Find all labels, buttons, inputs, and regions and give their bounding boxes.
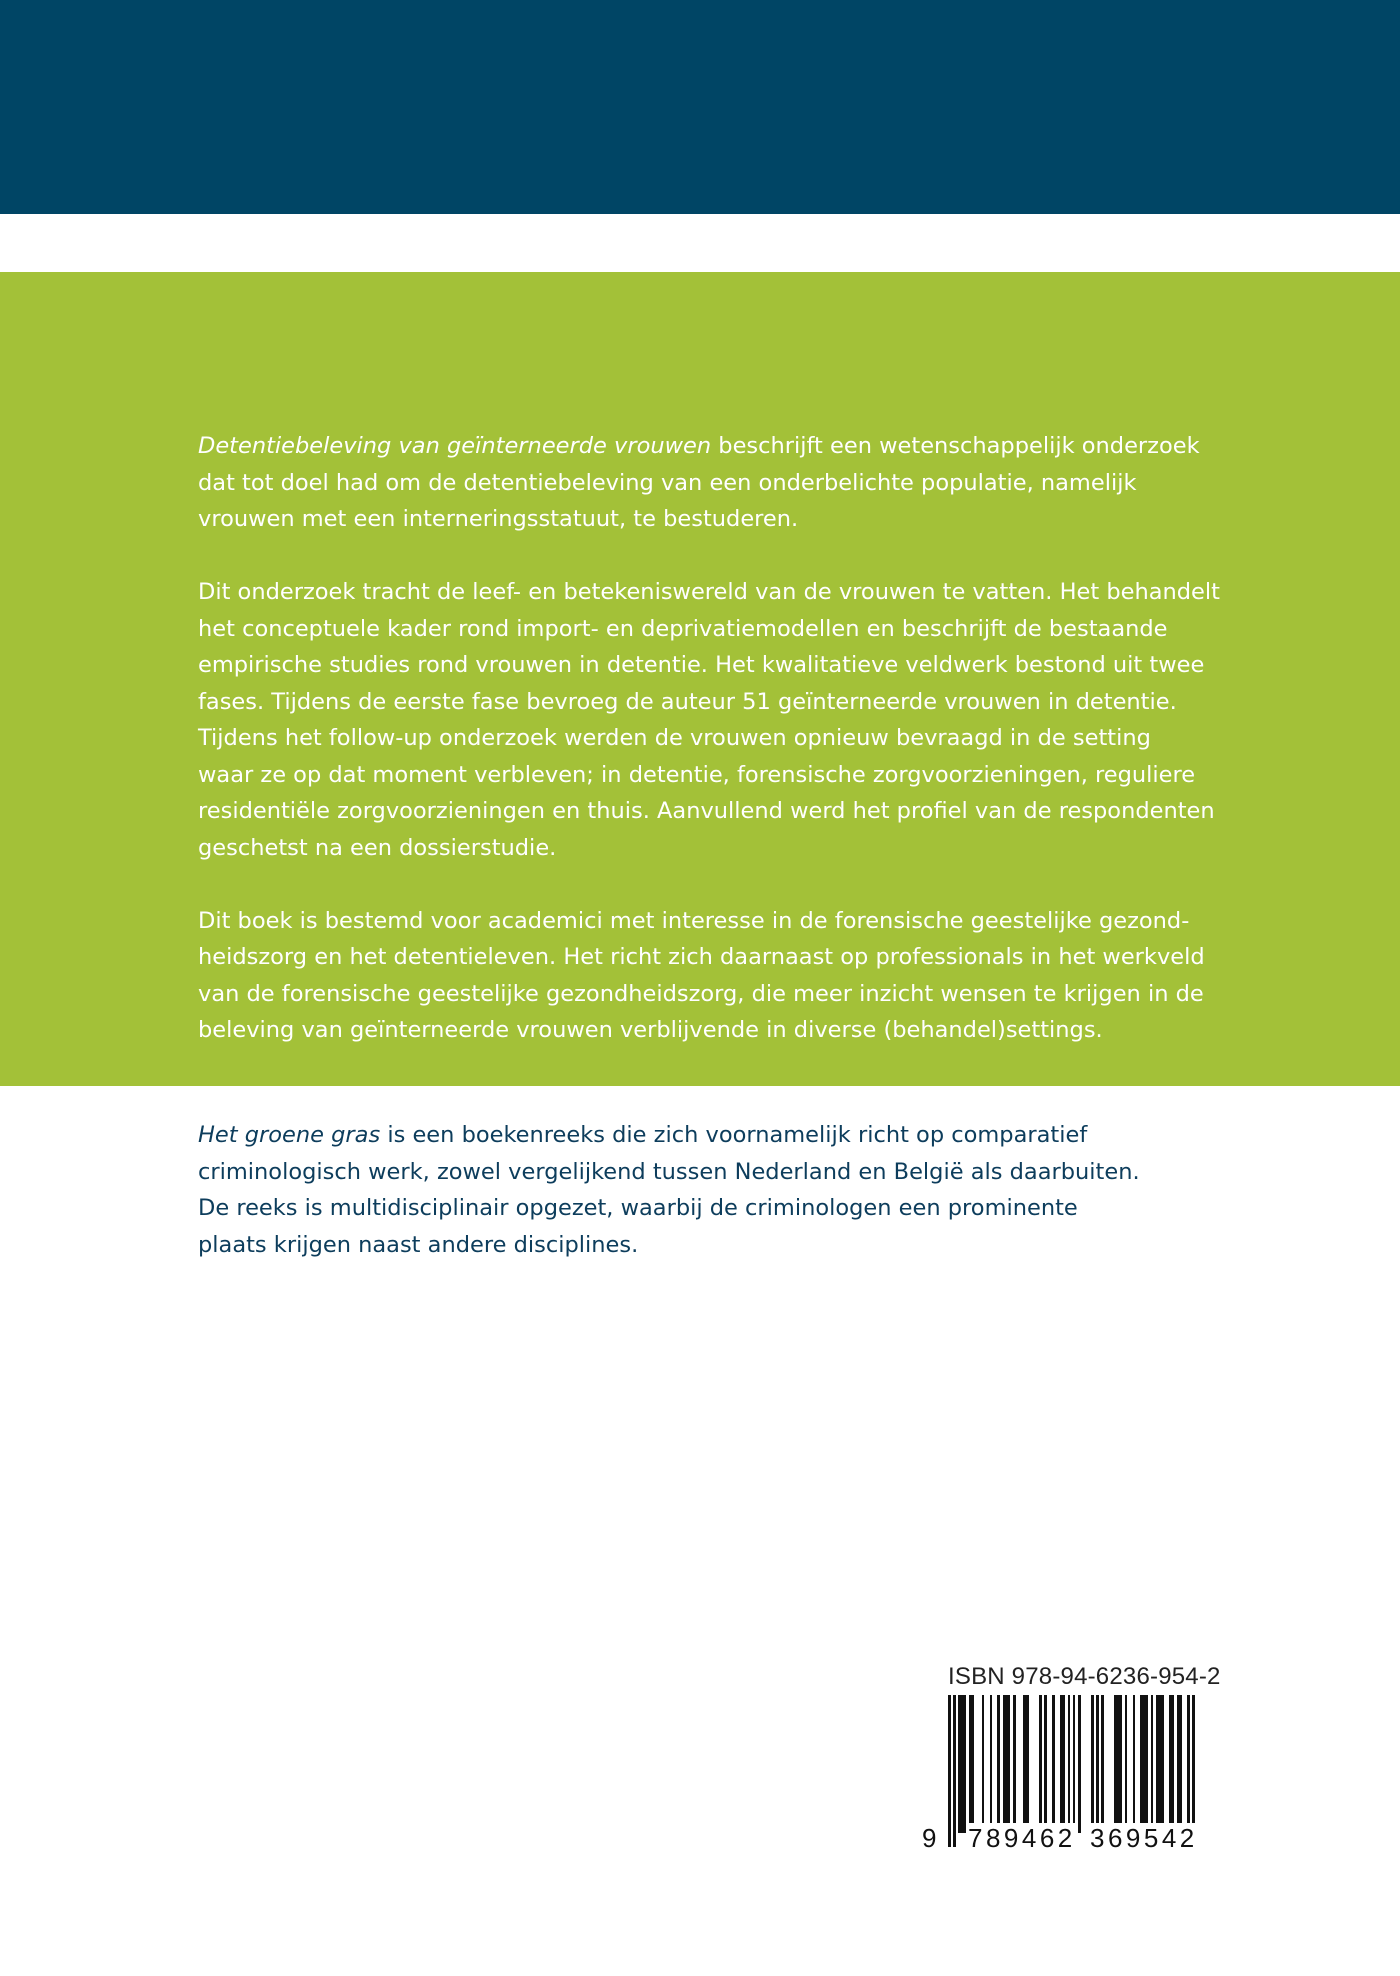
text-line: heidszorg en het detentieleven. Het richt zich daarnaast op professionals in het werkveld [198,944,1205,970]
barcode-bar [1052,1695,1055,1833]
series-description [198,1117,1228,1263]
description-paragraph [198,428,1228,538]
series-paragraph [198,1117,1228,1263]
barcode-bar [1179,1695,1182,1833]
barcode-bar [997,1695,1000,1833]
text-line: fases. Tijdens de eerste fase bevroeg de auteur 51 geïnterneerde vrouwen in detentie. [198,688,1177,715]
barcode-bar [990,1695,993,1833]
text-line: waar ze op dat moment verbleven; in detentie, forensische zorgvoorzieningen, reguliere [198,761,1196,788]
text-line: van de forensische geestelijke gezondheidszorg, die meer inzicht wensen te krijgen in de [198,980,1204,1007]
ean-digits [920,1823,1220,1853]
text-line [198,428,1228,465]
barcode-bar [1039,1695,1042,1833]
barcode-bar [1101,1695,1104,1833]
text-line: vrouwen met een interneringsstatuut, te bestuderen. [198,506,799,532]
ean-left-digits: 789462 [968,1823,1076,1853]
text-line: De reeks is multidisciplinair opgezet, waarbij de criminologen een prominente [198,1195,1078,1221]
barcode-bar [1146,1695,1149,1833]
text-line: Dit onderzoek tracht de leef- en betekeniswereld van de vrouwen te vatten. Het behandelt [198,579,1220,605]
text-line: criminologisch werk, zowel vergelijkend tussen Nederland en België als daarbuiten. [198,1158,1140,1185]
text-line: empirische studies rond vrouwen in detentie. Het kwalitatieve veldwerk bestond uit twee [198,652,1205,678]
text-line: Tijdens het follow-up onderzoek werden de vrouwen opnieuw bevraagd in de setting [198,725,1151,751]
barcode-bar [1026,1695,1029,1833]
ean-right-digits: 369542 [1090,1823,1198,1853]
italic-title: Detentiebeleving van geïnterneerde vrouwen [198,433,712,459]
ean-first-digit: 9 [922,1823,937,1853]
barcode-bar [1120,1695,1123,1833]
line-text: beschrijft een wetenschappelijk onderzoek [711,433,1200,459]
description-paragraph [198,574,1228,866]
barcode-bar [982,1695,985,1833]
isbn-label: ISBN 978-94-6236-954-2 [948,1663,1221,1690]
description-paragraph [198,903,1228,1049]
barcode-bar [1008,1695,1011,1833]
text-line: plaats krijgen naast andere disciplines. [198,1231,639,1258]
barcode-bar [1044,1695,1047,1833]
book-description [198,428,1228,1085]
barcode-bar [1161,1695,1164,1833]
barcode-bar [1091,1695,1094,1833]
barcode-bar [1062,1695,1065,1833]
barcode-bar [1133,1695,1136,1833]
line-text: is een boekenreeks die zich voornamelijk richt op comparatief [380,1122,1088,1148]
text-line: beleving van geïnterneerde vrouwen verblijvende in diverse (behandel)settings. [198,1017,1103,1043]
barcode-bar [1078,1695,1081,1833]
top-color-band [0,0,1400,214]
barcode-bar [1096,1695,1099,1833]
text-line: dat tot doel had om de detentiebeleving van een onderbelichte populatie, namelijk [198,469,1137,496]
barcode-bar [971,1695,974,1833]
text-line: Dit boek is bestemd voor academici met interesse in de forensische geestelijke gezond- [198,907,1190,934]
barcode-bar [1151,1695,1154,1833]
isbn-barcode [920,1663,1220,1888]
text-line: geschetst na een dossierstudie. [198,834,557,861]
barcode-bar [1125,1695,1128,1833]
text-line: residentiële zorgvoorzieningen en thuis. Aanvullend werd het profiel van de respondenten [198,798,1215,824]
text-line [198,1117,1228,1154]
barcode-bar [1172,1695,1175,1833]
italic-title: Het groene gras [198,1122,381,1148]
barcode-bar [964,1695,967,1833]
barcode-bar [1013,1695,1016,1833]
text-line: het conceptuele kader rond import- en deprivatiemodellen en beschrijft de bestaande [198,615,1168,642]
